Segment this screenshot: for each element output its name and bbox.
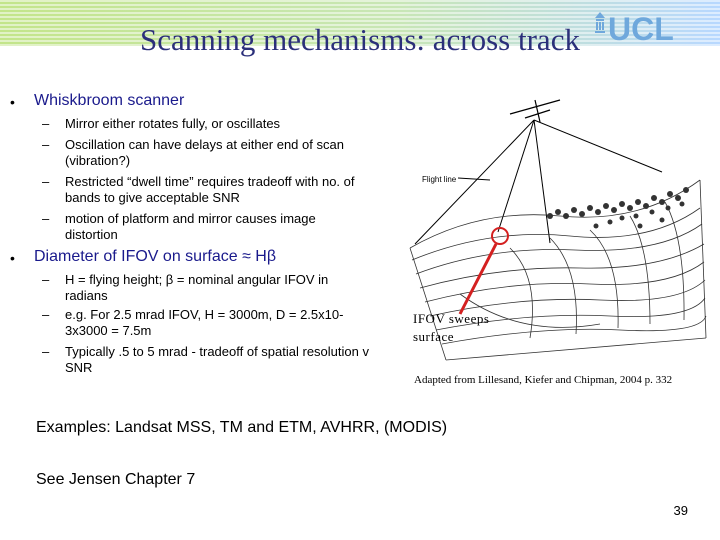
- figure-caption: Adapted from Lillesand, Kiefer and Chipman, 2004 p. 332: [414, 374, 673, 386]
- sub-item: motion of platform and mirror causes image distortion: [65, 211, 316, 242]
- sub-item: e.g. For 2.5 mrad IFOV, H = 3000m, D = 2.5x10-3x3000 = 7.5m: [65, 307, 344, 338]
- flight-line-label: Flight line: [422, 175, 457, 184]
- bullet-marker: •: [10, 94, 15, 110]
- ifov-annotation: IFOV sweeps surface: [413, 311, 490, 344]
- sub-item: Restricted “dwell time” requires tradeoff with no. of bands to give acceptable SNR: [65, 174, 355, 205]
- dash-marker: –: [42, 211, 50, 226]
- see-also-text: See Jensen Chapter 7: [36, 471, 196, 488]
- sub-item: Typically .5 to 5 mrad - tradeoff of spatial resolution v SNR: [65, 344, 369, 375]
- dash-marker: –: [42, 137, 50, 152]
- sub-item: Mirror either rotates fully, or oscillates: [65, 116, 281, 131]
- logo-text: UCL: [608, 11, 674, 44]
- sub-item: H = flying height; β = nominal angular IFOV in radians: [65, 272, 329, 303]
- dash-marker: –: [42, 174, 50, 189]
- bullet-heading: Diameter of IFOV on surface ≈ Hβ: [34, 248, 277, 265]
- aircraft-icon: [510, 100, 560, 122]
- dash-marker: –: [42, 344, 50, 359]
- dash-marker: –: [42, 307, 50, 322]
- bullet-marker: •: [10, 250, 15, 266]
- ifov-pointer: [460, 244, 496, 314]
- flight-line: [458, 120, 550, 243]
- tree-clusters: [547, 187, 689, 229]
- examples-text: Examples: Landsat MSS, TM and ETM, AVHRR, (MODIS): [36, 419, 448, 436]
- page-number: 39: [673, 503, 688, 518]
- dash-marker: –: [42, 272, 50, 287]
- bullet-heading: Whiskbroom scanner: [34, 92, 185, 109]
- dash-marker: –: [42, 116, 50, 131]
- sub-item: Oscillation can have delays at either end of scan (vibration?): [65, 137, 344, 168]
- page-title: Scanning mechanisms: across track: [140, 22, 580, 57]
